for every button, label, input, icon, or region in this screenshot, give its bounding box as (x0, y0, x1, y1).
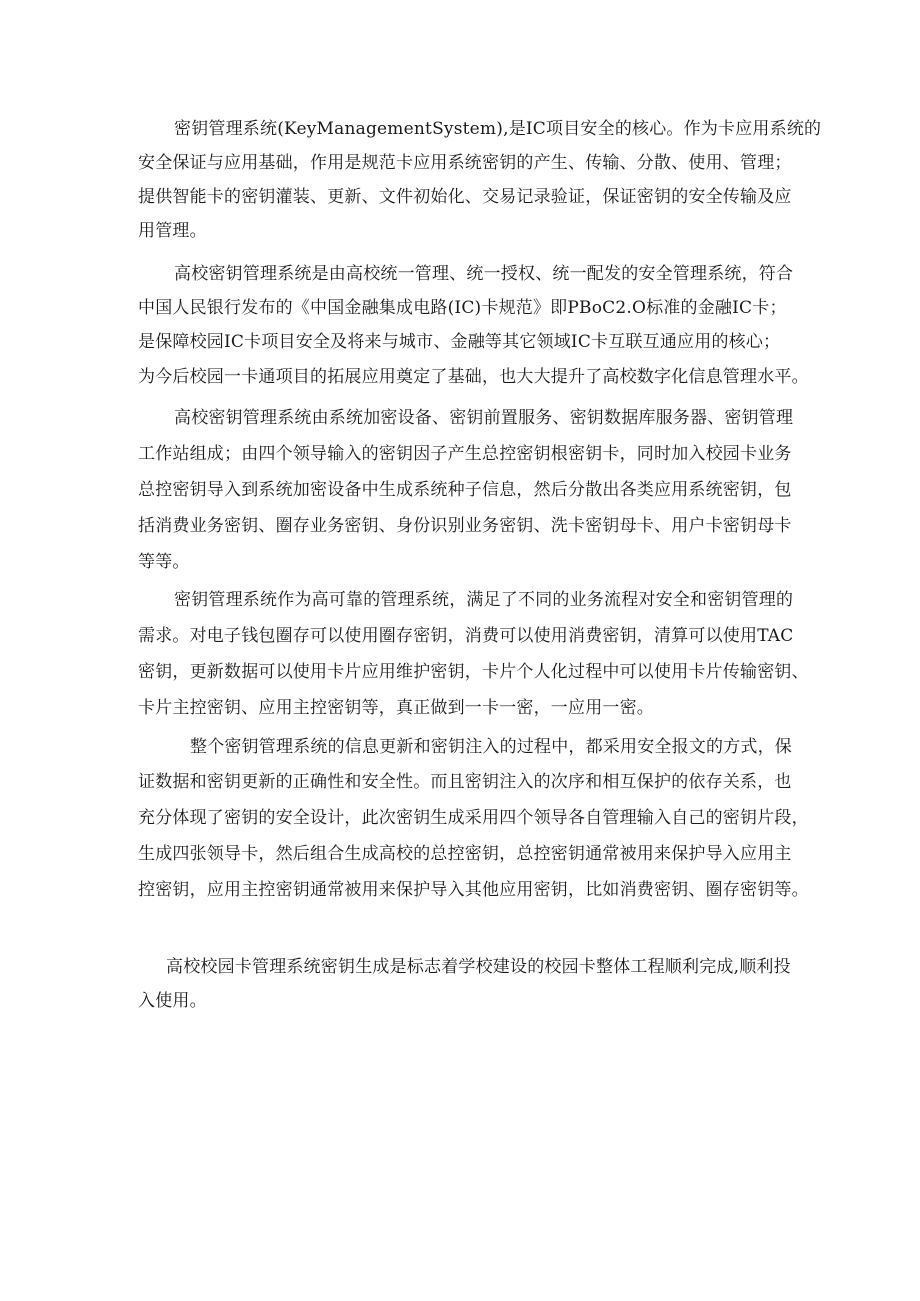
paragraph-line: 高校校园卡管理系统密钥生成是标志着学校建设的校园卡整体工程顺利完成,顺利投 (166, 957, 791, 977)
paragraph-line: 证数据和密钥更新的正确性和安全性。而且密钥注入的次序和相互保护的依存关系，也 (138, 772, 792, 792)
paragraph-line: 等等。 (138, 552, 190, 572)
paragraph-line: 控密钥，应用主控密钥通常被用来保护导入其他应用密钥，比如消费密钥、圈存密钥等。 (138, 880, 809, 900)
paragraph-line: 总控密钥导入到系统加密设备中生成系统种子信息，然后分散出各类应用系统密钥，包 (138, 480, 792, 500)
paragraph-line: 提供智能卡的密钥灌装、更新、文件初始化、交易记录验证，保证密钥的安全传输及应 (138, 187, 792, 207)
paragraph-line: 中国人民银行发布的《中国金融集成电路(IC)卡规范》即PBoC2.O标准的金融IC卡； (138, 298, 787, 318)
paragraph-line: 是保障校园IC卡项目安全及将来与城市、金融等其它领域IC卡互联互通应用的核心； (138, 332, 781, 352)
paragraph-line: 为今后校园一卡通项目的拓展应用奠定了基础，也大大提升了高校数字化信息管理水平。 (138, 367, 809, 387)
paragraph-line: 高校密钥管理系统由系统加密设备、密钥前置服务、密钥数据库服务器、密钥管理 (174, 408, 794, 428)
paragraph-line: 密钥管理系统作为高可靠的管理系统，满足了不同的业务流程对安全和密钥管理的 (174, 590, 794, 610)
paragraph-line: 生成四张领导卡，然后组合生成高校的总控密钥，总控密钥通常被用来保护导入应用主 (138, 844, 792, 864)
paragraph-line: 需求。对电子钱包圈存可以使用圈存密钥，消费可以使用消费密钥，清算可以使用TAC (138, 626, 794, 646)
paragraph-line: 高校密钥管理系统是由高校统一管理、统一授权、统一配发的安全管理系统，符合 (174, 264, 794, 284)
paragraph-line: 密钥管理系统(KeyManagementSystem),是IC项目安全的核心。作为卡应用系统的 (174, 119, 822, 139)
paragraph-line: 整个密钥管理系统的信息更新和密钥注入的过程中，都采用安全报文的方式，保 (190, 737, 792, 757)
paragraph-line: 入使用。 (138, 991, 207, 1011)
paragraph-line: 括消费业务密钥、圈存业务密钥、身份识别业务密钥、洗卡密钥母卡、用户卡密钥母卡 (138, 516, 792, 536)
paragraph-line: 充分体现了密钥的安全设计，此次密钥生成采用四个领导各自管理输入自己的密钥片段， (138, 808, 809, 828)
paragraph-line: 安全保证与应用基础，作用是规范卡应用系统密钥的产生、传输、分散、使用、管理； (138, 153, 792, 173)
paragraph-line: 用管理。 (138, 221, 207, 241)
paragraph-line: 工作站组成；由四个领导输入的密钥因子产生总控密钥根密钥卡，同时加入校园卡业务 (138, 444, 792, 464)
paragraph-line: 密钥，更新数据可以使用卡片应用维护密钥，卡片个人化过程中可以使用卡片传输密钥、 (138, 662, 809, 682)
paragraph-line: 卡片主控密钥、应用主控密钥等，真正做到一卡一密，一应用一密。 (138, 698, 654, 718)
